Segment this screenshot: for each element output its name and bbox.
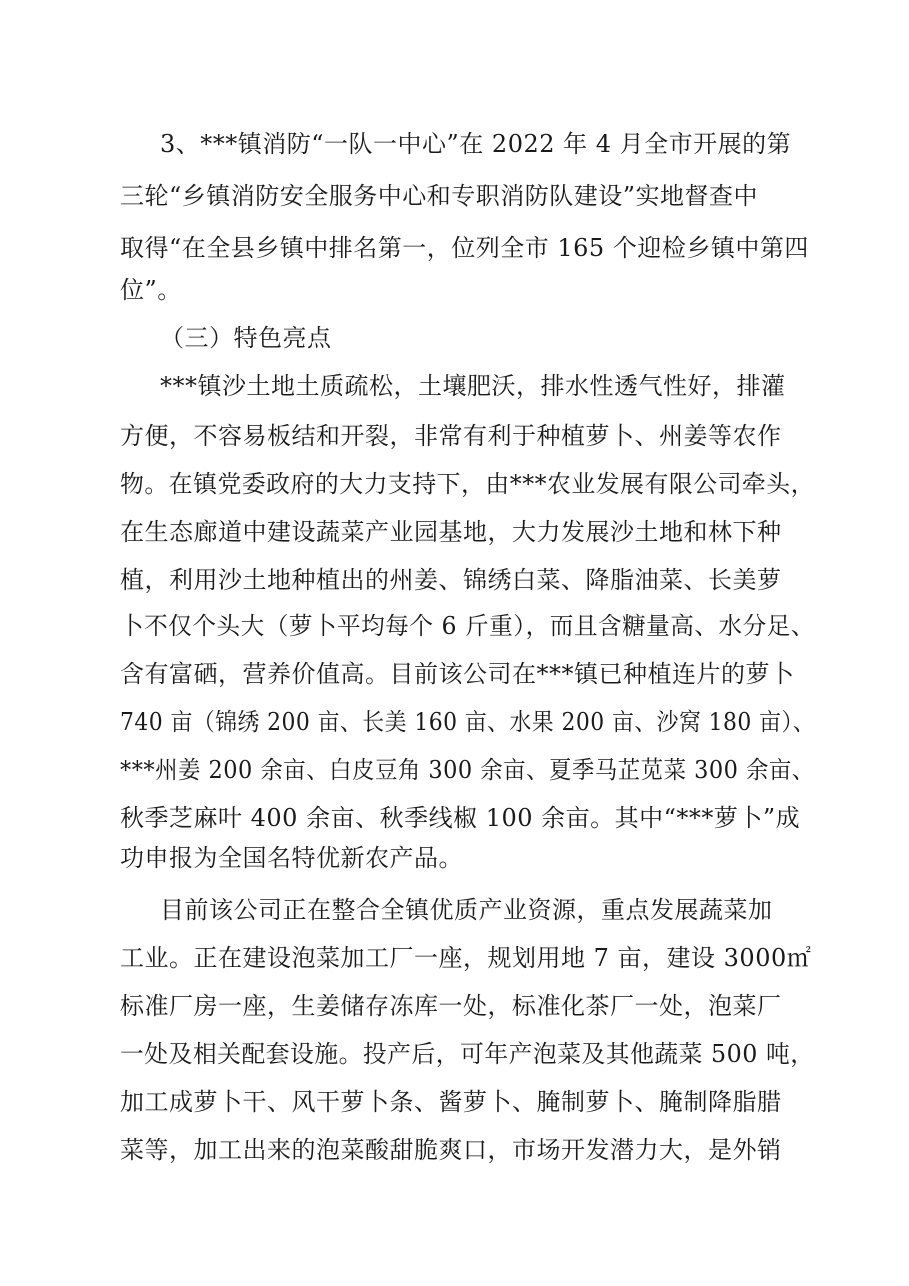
paragraph1-line-2: 三轮“乡镇消防安全服务中心和专职消防队建设”实地督查中 xyxy=(120,182,759,210)
paragraph1-line-1: 3、***镇消防“一队一中心”在 2022 年 4 月全市开展的第 xyxy=(160,130,792,158)
paragraph1-line-3: 取得“在全县乡镇中排名第一，位列全市 165 个迎检乡镇中第四 xyxy=(120,234,809,262)
paragraph2-line-4: 在生态廊道中建设蔬菜产业园基地，大力发展沙土地和林下种 xyxy=(120,518,782,546)
paragraph2-line-1: ***镇沙土地土质疏松，土壤肥沃，排水性透气性好，排灌 xyxy=(160,372,786,400)
section-heading: （三）特色亮点 xyxy=(160,324,332,352)
paragraph3-line-1: 目前该公司正在整合全镇优质产业资源，重点发展蔬菜加 xyxy=(160,896,773,924)
paragraph3-line-6: 菜等，加工出来的泡菜酸甜脆爽口，市场开发潜力大，是外销 xyxy=(120,1136,782,1164)
paragraph2-line-3: 物。在镇党委政府的大力支持下，由***农业发展有限公司牵头， xyxy=(120,470,816,498)
paragraph2-line-7: 含有富硒，营养价值高。目前该公司在***镇已种植连片的萝卜 xyxy=(120,660,795,688)
paragraph2-line-8: 740 亩（锦绣 200 亩、长美 160 亩、水果 200 亩、沙窝 180 亩）、 xyxy=(120,708,816,736)
paragraph2-line-5: 植，利用沙土地种植出的州姜、锦绣白菜、降脂油菜、长美萝 xyxy=(120,566,782,594)
paragraph3-line-4: 一处及相关配套设施。投产后，可年产泡菜及其他蔬菜 500 吨， xyxy=(120,1040,815,1068)
paragraph3-line-5: 加工成萝卜干、风干萝卜条、酱萝卜、腌制萝卜、腌制降脂腊 xyxy=(120,1088,782,1116)
paragraph2-line-11: 功申报为全国名特优新农产品。 xyxy=(120,844,463,872)
paragraph2-line-10: 秋季芝麻叶 400 余亩、秋季线椒 100 余亩。其中“***萝卜”成 xyxy=(120,804,801,832)
paragraph2-line-2: 方便，不容易板结和开裂，非常有利于种植萝卜、州姜等农作 xyxy=(120,422,782,450)
paragraph3-line-2: 工业。正在建设泡菜加工厂一座，规划用地 7 亩，建设 3000㎡ xyxy=(120,944,812,972)
paragraph2-line-9: ***州姜 200 余亩、白皮豆角 300 余亩、夏季马芷苋菜 300 余亩、 xyxy=(120,756,815,784)
paragraph1-line-4: 位”。 xyxy=(120,276,182,304)
paragraph3-line-3: 标准厂房一座，生姜储存冻库一处，标准化茶厂一处，泡菜厂 xyxy=(120,992,782,1020)
paragraph2-line-6: 卜不仅个头大（萝卜平均每个 6 斤重），而且含糖量高、水分足、 xyxy=(120,612,816,640)
